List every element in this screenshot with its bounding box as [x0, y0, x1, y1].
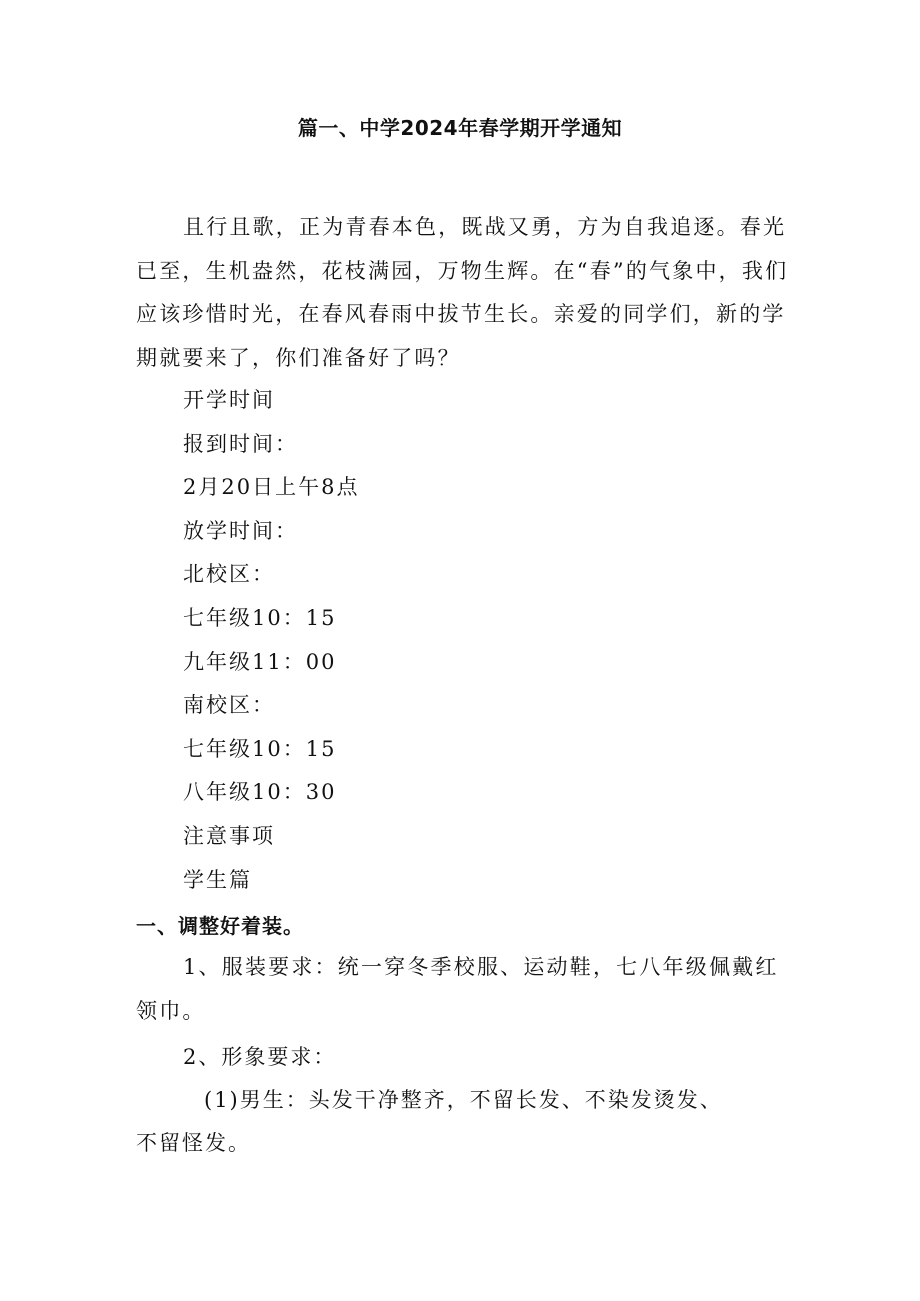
north-grade7-time: 七年级10：15 — [183, 606, 337, 630]
notes-heading: 注意事项 — [183, 824, 275, 848]
south-grade8-time: 八年级10：30 — [183, 780, 337, 804]
south-campus-label: 南校区： — [183, 693, 275, 717]
item2-boys-line1: (1)男生：头发干净整齐，不留长发、不染发烫发、 — [204, 1088, 723, 1112]
intro-paragraph: 且行且歌，正为青春本色，既战又勇，方为自我追逐。春光已至，生机盎然，花枝满园，万物生辉。在“春”的气象中，我们应该珍惜时光，在春风春雨中拔节生长。亲爱的同学们，新的学期就要来了，你们准备好了吗？ — [136, 215, 789, 370]
dismiss-time-label: 放学时间： — [183, 519, 298, 543]
north-grade9-time: 九年级11：00 — [183, 650, 337, 674]
report-time-label: 报到时间： — [183, 432, 298, 456]
section1-heading: 一、调整好着装。 — [136, 914, 304, 938]
item2-label: 2、形象要求： — [183, 1045, 337, 1069]
south-grade7-time: 七年级10：15 — [183, 737, 337, 761]
item1-paragraph: 1、服装要求：统一穿冬季校服、运动鞋，七八年级佩戴红领巾。 — [136, 955, 779, 1023]
report-time-value: 2月20日上午8点 — [183, 475, 360, 499]
document-title: 篇一、中学2024年春学期开学通知 — [297, 116, 623, 140]
north-campus-label: 北校区： — [183, 562, 275, 586]
students-heading: 学生篇 — [183, 868, 252, 892]
start-time-label: 开学时间 — [183, 388, 275, 412]
item2-boys-line2: 不留怪发。 — [136, 1131, 251, 1155]
